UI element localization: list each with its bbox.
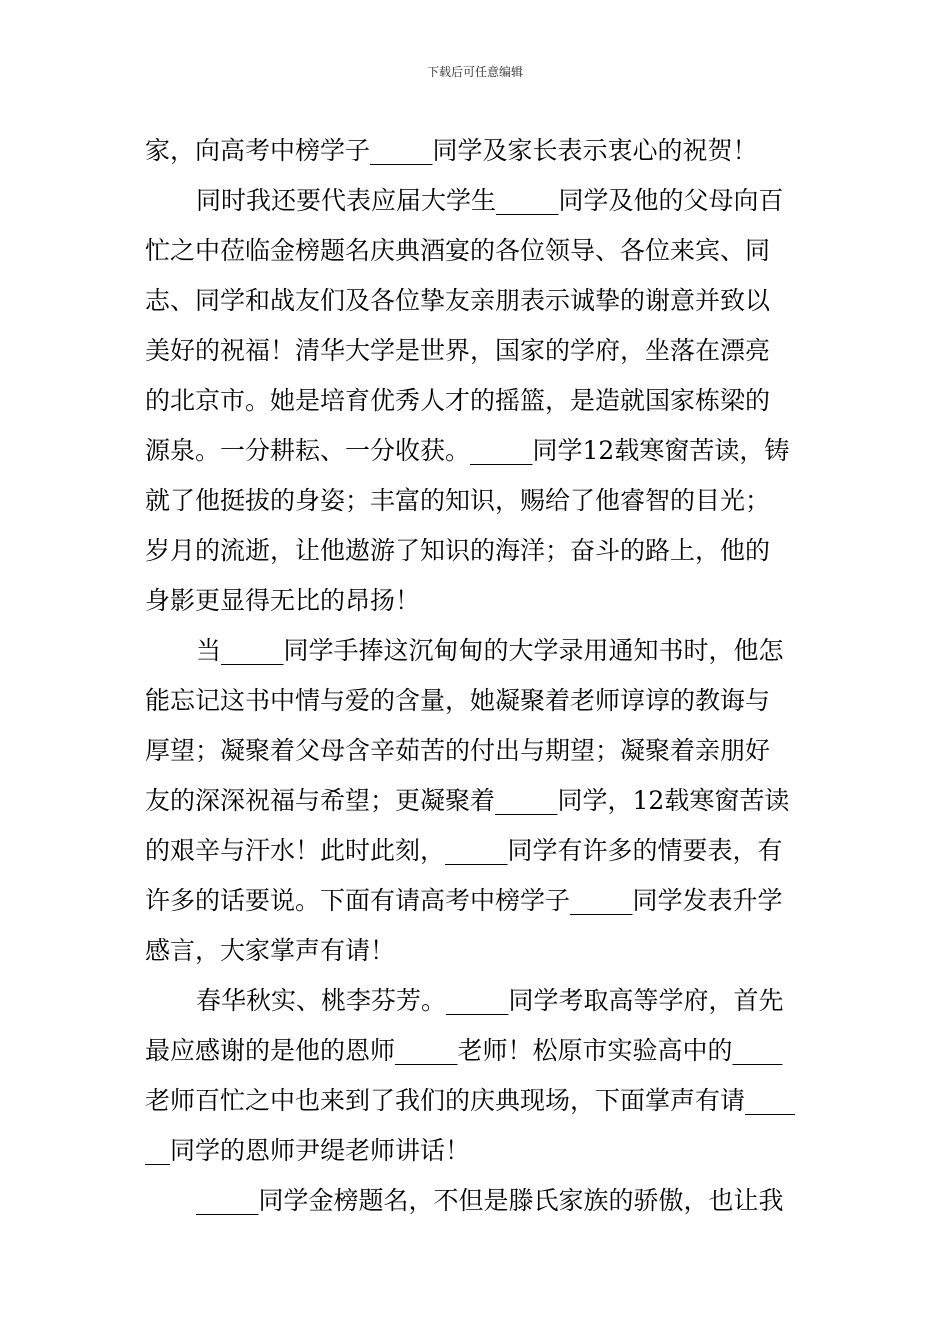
text-line: 身影更显得无比的昂扬！: [145, 586, 421, 615]
text-line: 家，向高考中榜学子_____同学及家长表示衷心的祝贺！: [145, 136, 758, 165]
text-line: 源泉。一分耕耘、一分收获。_____同学12载寒窗苦读，铸: [145, 436, 790, 465]
text-line: __同学的恩师尹缇老师讲话！: [145, 1136, 471, 1165]
text-line: 就了他挺拔的身姿；丰富的知识，赐给了他睿智的目光；: [145, 486, 771, 515]
text-line: _____同学金榜题名，不但是滕氏家族的骄傲，也让我: [196, 1186, 784, 1215]
text-line: 的艰辛与汗水！此时此刻，_____同学有许多的情要表，有: [145, 836, 783, 865]
text-line: 春华秋实、桃李芬芳。_____同学考取高等学府，首先: [196, 986, 784, 1015]
text-line: 能忘记这书中情与爱的含量，她凝聚着老师谆谆的教诲与: [145, 686, 771, 715]
text-line: 许多的话要说。下面有请高考中榜学子_____同学发表升学: [145, 886, 783, 915]
text-line: 当_____同学手捧这沉甸甸的大学录用通知书时，他怎: [196, 636, 784, 665]
text-line: 同时我还要代表应届大学生_____同学及他的父母向百: [196, 186, 784, 215]
text-line: 厚望；凝聚着父母含辛茹苦的付出与期望；凝聚着亲朋好: [145, 736, 771, 765]
text-line: 美好的祝福！清华大学是世界，国家的学府，坐落在漂亮: [145, 336, 771, 365]
page-header: 下载后可任意编辑: [426, 65, 523, 79]
text-line: 老师百忙之中也来到了我们的庆典现场，下面掌声有请____: [145, 1086, 796, 1115]
text-line: 岁月的流逝，让他遨游了知识的海洋；奋斗的路上，他的: [145, 536, 771, 565]
text-line: 忙之中莅临金榜题名庆典酒宴的各位领导、各位来宾、同: [145, 236, 771, 265]
text-line: 感言，大家掌声有请！: [145, 936, 396, 965]
text-line: 志、同学和战友们及各位挚友亲朋表示诚挚的谢意并致以: [145, 286, 771, 315]
text-line: 友的深深祝福与希望；更凝聚着_____同学，12载寒窗苦读: [145, 786, 790, 815]
text-line: 最应感谢的是他的恩师_____老师！松原市实验高中的____: [145, 1036, 783, 1065]
text-line: 的北京市。她是培育优秀人才的摇篮，是造就国家栋梁的: [145, 386, 771, 415]
